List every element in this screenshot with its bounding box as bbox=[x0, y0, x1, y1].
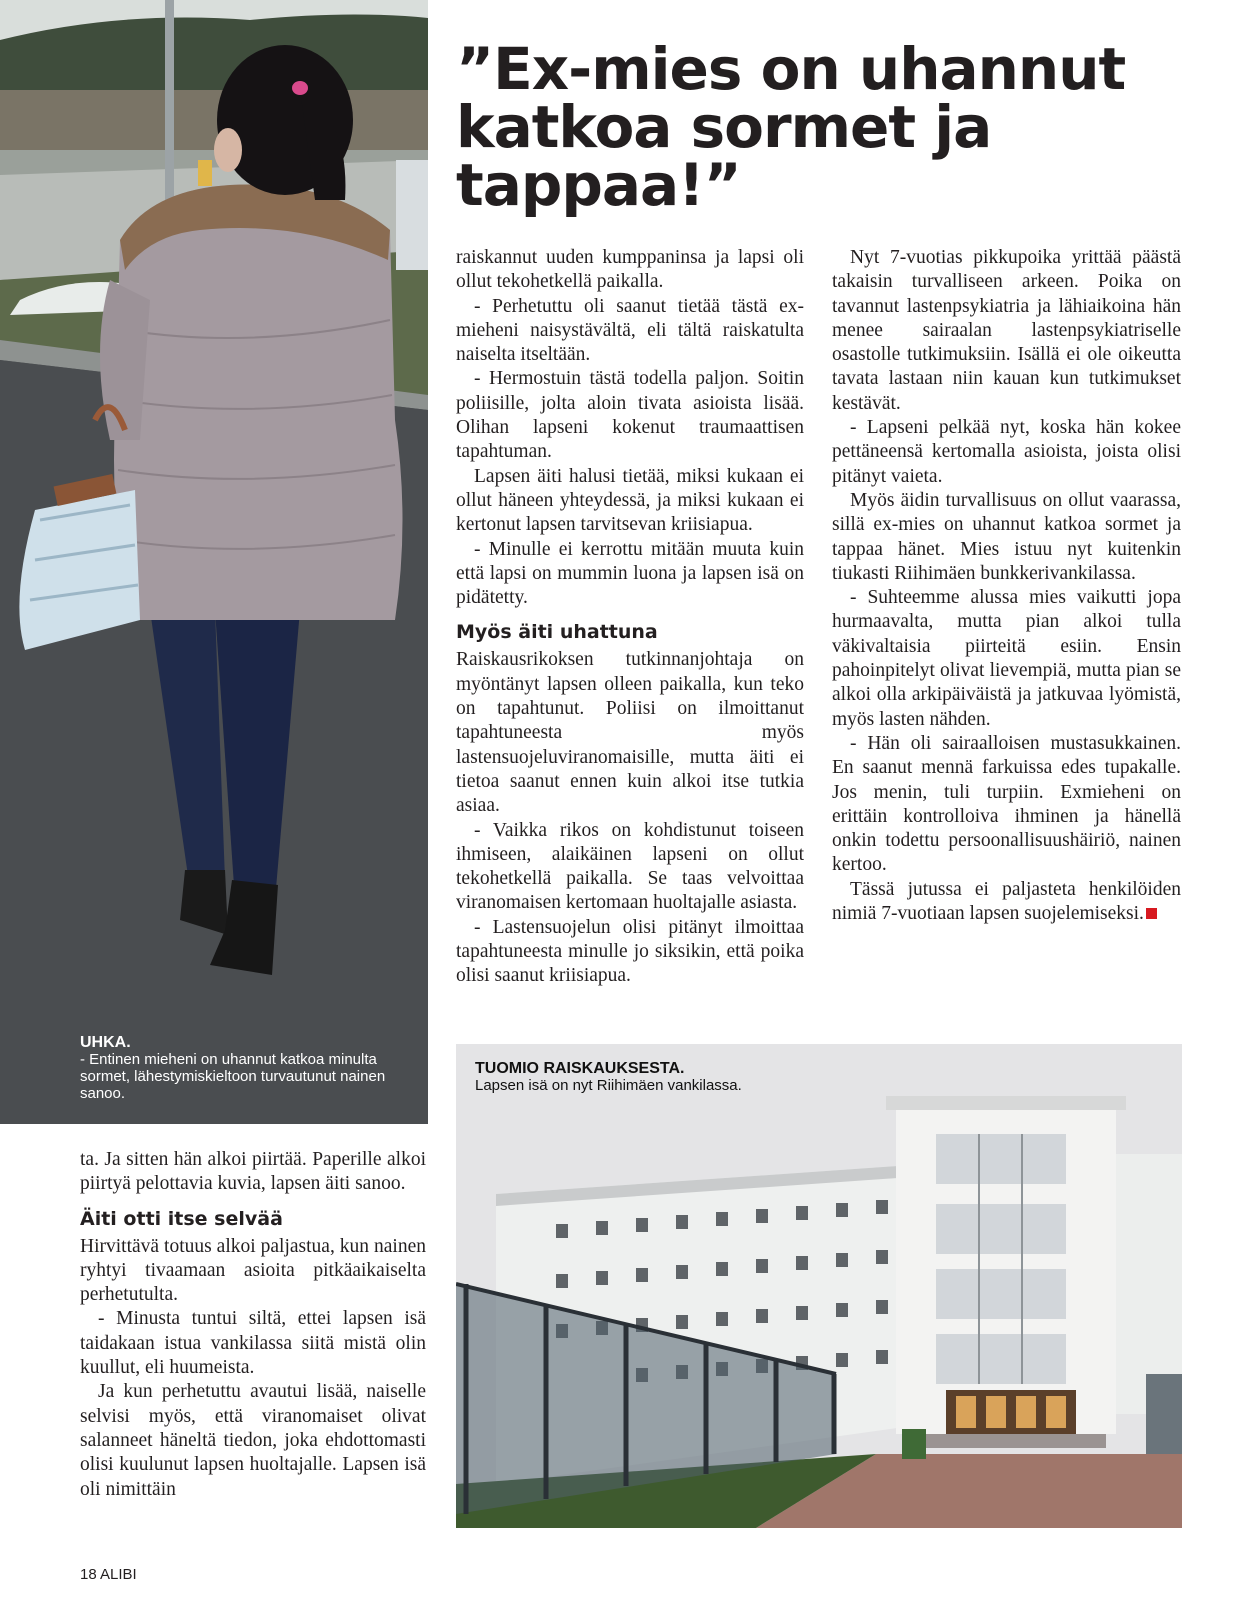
column3-paragraph-6 bbox=[832, 878, 1181, 927]
column1-paragraph-3: - Minusta tuntui siltä, ettei lapsen isä taidakaan istua vankilassa siitä mistä olin kuullut, eli huumeista. bbox=[80, 1308, 426, 1379]
column2-paragraph-4: Lapsen äiti halusi tietää, miksi kukaan ei ollut häneen yhteydessä, ja miksi kukaan ei kertonut lapsen tarvitsevan kriisiapua. bbox=[456, 465, 804, 536]
subheading-myos-aiti: Myös äiti uhattuna bbox=[456, 621, 658, 644]
column3-paragraph-5: - Hän oli sairaalloisen mustasukkainen. En saanut mennä farkuissa edes tupakalle. Jos menin, tuli turpiin. Exmieheni on erittäin kontrolloiva ihminen ja hänellä onkin todettu persoonallisuushäiriö, nainen kertoo. bbox=[832, 732, 1181, 876]
page-folio: 18 ALIBI bbox=[80, 1566, 137, 1583]
prison-caption-text: Lapsen isä on nyt Riihimäen vankilassa. bbox=[475, 1077, 742, 1094]
end-mark-icon bbox=[1146, 908, 1157, 919]
prison-photo-illustration bbox=[456, 1044, 1182, 1528]
text-column-3 bbox=[832, 246, 1181, 926]
column2-paragraph-5: - Minulle ei kerrottu mitään muuta kuin että lapsi on mummin luona ja lapsen isä on pidätetty. bbox=[456, 538, 804, 609]
column2-paragraph-6: Raiskausrikoksen tutkinnanjohtaja on myöntänyt lapsen olleen paikalla, kun teko on tapahtunut. Poliisi on ilmoittanut tapahtuneesta myös lastensuojeluviranomaisille, mutta äiti ei tietoa saanut ennen kuin alkoi itse tutkia asiaa. bbox=[456, 649, 804, 817]
column2-paragraph-2: - Perhetuttu oli saanut tietää tästä ex-mieheni naisystävältä, eli tältä raiskatulta naiselta itseltään. bbox=[456, 295, 804, 366]
column1-paragraph-2: Hirvittävä totuus alkoi paljastua, kun nainen ryhtyi tivaamaan asioita pitkäaikaiselta perhetutulta. bbox=[80, 1235, 426, 1306]
column1-paragraph-4: Ja kun perhetuttu avautui lisää, naiselle selvisi myös, että viranomaiset olivat salanneet häneltä tiedon, joka ehdottomasti olisi kuulunut lapsen huoltajalle. Lapsen isä oli nimittäin bbox=[80, 1381, 426, 1500]
text-column-1 bbox=[80, 1148, 426, 1502]
woman-photo-illustration bbox=[0, 0, 428, 1124]
text-column-2 bbox=[456, 246, 804, 989]
column3-paragraph-1: Nyt 7-vuotias pikkupoika yrittää päästä takaisin turvalliseen arkeen. Poika on tavannut lastenpsykiatria ja lähiaikoina hän menee sairaalan lastenpsykiatriselle osastolle tutkimuksiin. Isällä ei ole oikeutta tavata lastaan niin kauan kun tutkimukset kestävät. bbox=[832, 247, 1181, 414]
woman-caption-text: - Entinen mieheni on uhannut katkoa minulta sormet, lähestymiskieltoon turvautunut nainen sanoo. bbox=[80, 1051, 386, 1102]
prison-photo-caption bbox=[475, 1060, 995, 1094]
column1-paragraph-1: ta. Ja sitten hän alkoi piirtää. Paperille alkoi piirtyä pelottavia kuvia, lapsen äiti sanoo. bbox=[80, 1149, 426, 1195]
woman-caption-title: UHKA. bbox=[80, 1034, 131, 1051]
column2-paragraph-7: - Vaikka rikos on kohdistunut toiseen ihmiseen, alaikäinen lapseni on ollut tekohetkellä paikalla. Se taas velvoittaa viranomaisen kertomaan huoltajalle asiasta. bbox=[456, 819, 804, 914]
woman-photo-caption bbox=[80, 1034, 400, 1102]
subheading-aiti-otti: Äiti otti itse selvää bbox=[80, 1207, 283, 1230]
column3-paragraph-2: - Lapseni pelkää nyt, koska hän kokee pettäneensä kertomalla asioista, joista olisi pitänyt vaieta. bbox=[832, 417, 1181, 487]
article-headline: ”Ex-mies on uhannut katkoa sormet ja tappaa!” bbox=[456, 35, 1126, 219]
prison-photo bbox=[456, 1044, 1182, 1528]
column3-paragraph-3: Myös äidin turvallisuus on ollut vaarassa, sillä ex-mies on uhannut katkoa sormet ja tappaa hänet. Mies istuu nyt kuitenkin tiukasti Riihimäen bunkkerivankilassa. bbox=[832, 489, 1181, 584]
woman-photo bbox=[0, 0, 428, 1124]
column2-paragraph-8: - Lastensuojelun olisi pitänyt ilmoittaa tapahtuneesta minulle jo siksikin, että poika olisi saanut kriisiapua. bbox=[456, 916, 804, 987]
column3-paragraph-6-text: Tässä jutussa ei paljasteta henkilöiden nimiä 7-vuotiaan lapsen suojelemiseksi. bbox=[832, 878, 1181, 925]
column3-paragraph-4: - Suhteemme alussa mies vaikutti jopa hurmaavalta, mutta pian alkoi tulla väkivaltaisia piirteitä esiin. Ensin pahoinpitelyt olivat lievempiä, mutta pian se alkoi olla arkipäiväistä ja jatkuvaa lyömistä, myös lasten nähden. bbox=[832, 587, 1181, 730]
column2-paragraph-1: raiskannut uuden kumppaninsa ja lapsi oli ollut tekohetkellä paikalla. bbox=[456, 247, 804, 293]
column2-paragraph-3: - Hermostuin tästä todella paljon. Soitin poliisille, jolta aloin tivata asioista lisää. Olihan lapseni kokenut traumaattisen tapahtuman. bbox=[456, 368, 804, 463]
prison-caption-title: TUOMIO RAISKAUKSESTA. bbox=[475, 1060, 685, 1077]
